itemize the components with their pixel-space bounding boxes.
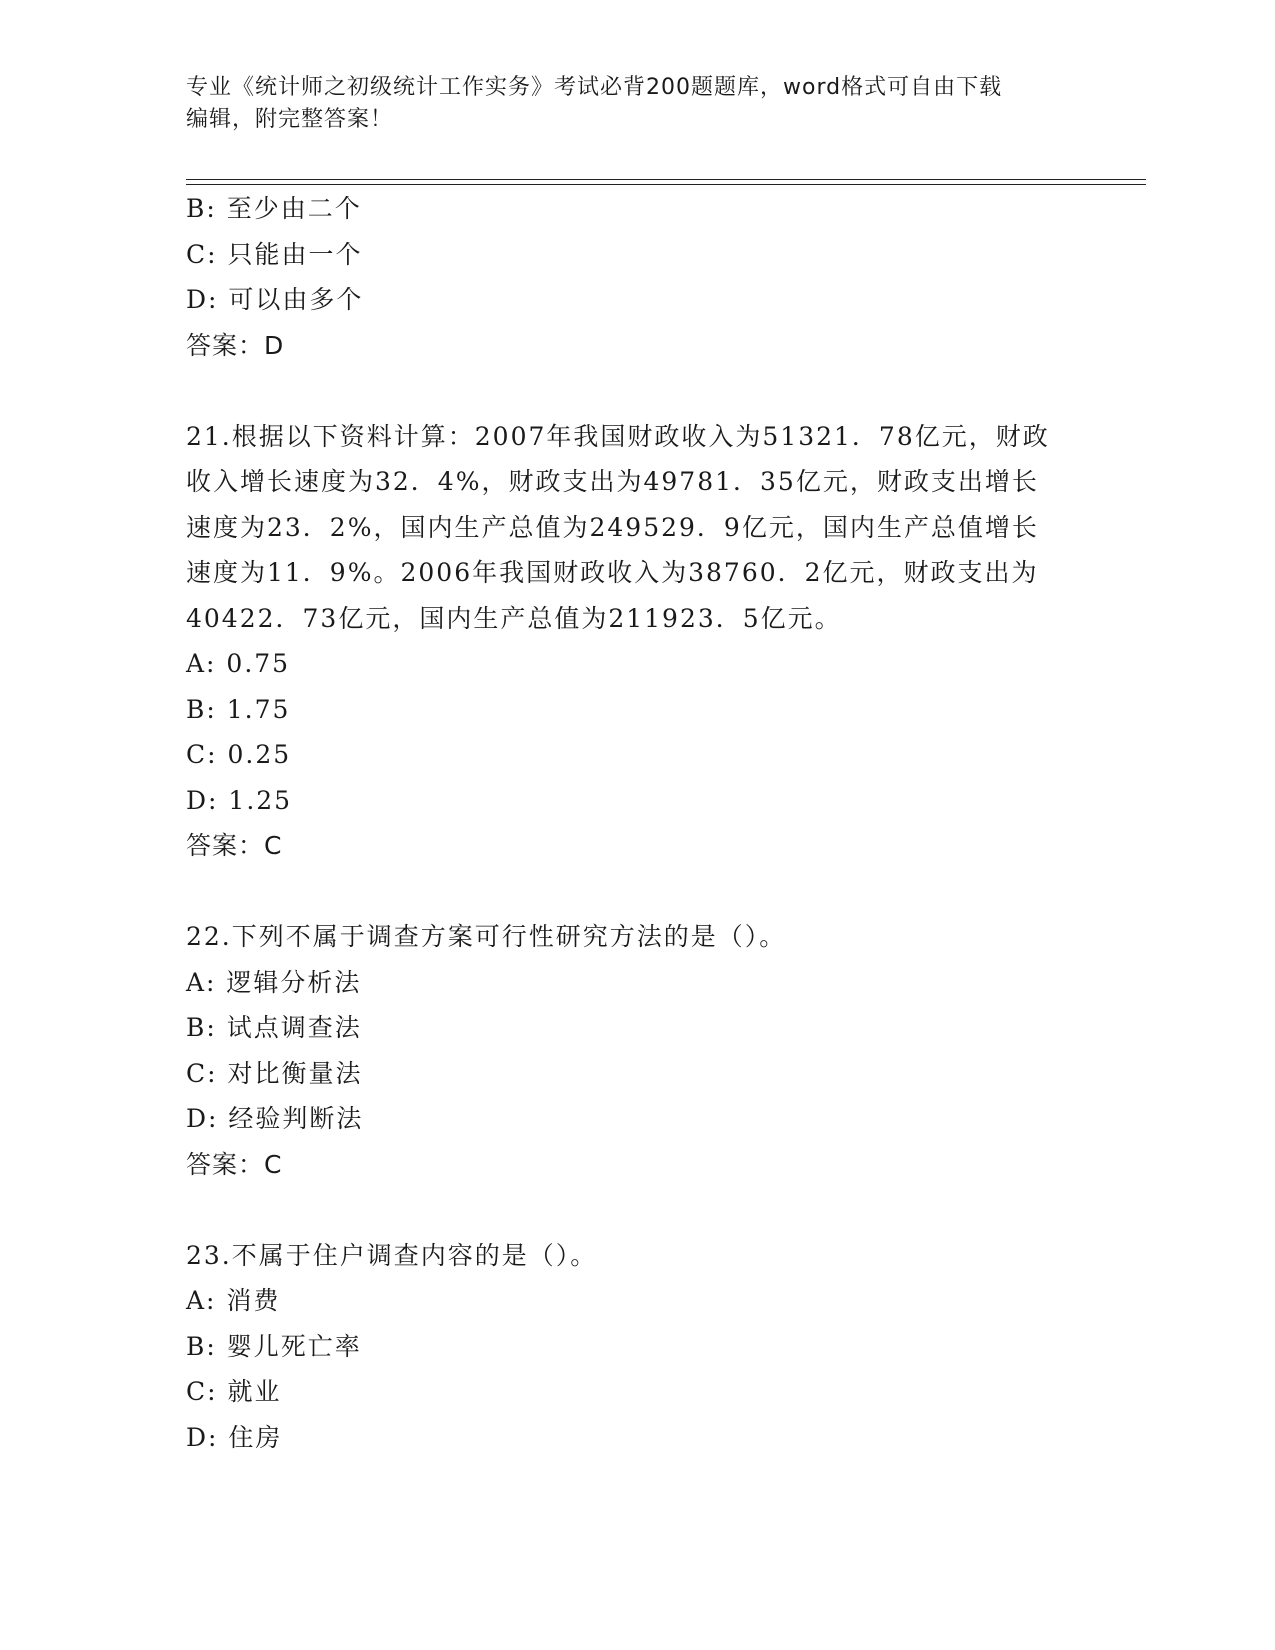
option-b: B: 至少由二个 xyxy=(186,194,362,223)
option-d: D: 住房 xyxy=(186,1422,283,1452)
option-a: A: 0.75 xyxy=(186,649,291,678)
spacer xyxy=(186,869,1086,915)
option-b: B: 1.75 xyxy=(186,694,291,724)
question-23 xyxy=(186,1233,1086,1461)
option-d: D: 1.25 xyxy=(186,785,293,815)
question-stem-line: 速度为23．2%，国内生产总值为249529．9亿元，国内生产总值增长 xyxy=(186,512,1039,542)
question-21 xyxy=(186,414,1086,869)
option-c: C: 对比衡量法 xyxy=(186,1058,363,1088)
option-b: B: 婴儿死亡率 xyxy=(186,1331,362,1361)
header-divider-bottom xyxy=(186,184,1146,185)
option-c: C: 只能由一个 xyxy=(186,239,363,269)
header-divider-top xyxy=(186,179,1146,180)
option-d: D: 可以由多个 xyxy=(186,285,364,314)
question-stem: 23.不属于住户调查内容的是（）。 xyxy=(186,1240,598,1270)
document-header xyxy=(186,72,1086,136)
question-stem-line: 40422．73亿元，国内生产总值为211923．5亿元。 xyxy=(186,603,842,633)
question-stem: 22.下列不属于调查方案可行性研究方法的是（）。 xyxy=(186,922,787,951)
spacer xyxy=(186,1187,1086,1233)
spacer xyxy=(186,368,1086,414)
option-d: D: 经验判断法 xyxy=(186,1104,364,1133)
answer-line: 答案：C xyxy=(186,831,283,860)
option-c: C: 就业 xyxy=(186,1377,282,1406)
answer-line: 答案：C xyxy=(186,1149,283,1179)
question-stem-line: 收入增长速度为32．4%，财政支出为49781．35亿元，财政支出增长 xyxy=(186,467,1039,496)
answer-line: 答案：D xyxy=(186,330,285,360)
option-c: C: 0.25 xyxy=(186,740,292,769)
question-stem-line: 速度为11．9%。2006年我国财政收入为38760．2亿元，财政支出为 xyxy=(186,558,1039,587)
option-a: A: 逻辑分析法 xyxy=(186,967,362,997)
option-a: A: 消费 xyxy=(186,1286,281,1315)
question-stem-line: 21.根据以下资料计算：2007年我国财政收入为51321．78亿元，财政 xyxy=(186,421,1050,451)
option-b: B: 试点调查法 xyxy=(186,1013,362,1042)
question-22 xyxy=(186,914,1086,1187)
header-title-line-2: 编辑，附完整答案！ xyxy=(186,107,394,132)
question-list xyxy=(186,186,1086,1460)
question-20-tail xyxy=(186,186,1086,368)
header-title-line-1: 专业《统计师之初级统计工作实务》考试必背200题题库，word格式可自由下载 xyxy=(186,75,1003,100)
